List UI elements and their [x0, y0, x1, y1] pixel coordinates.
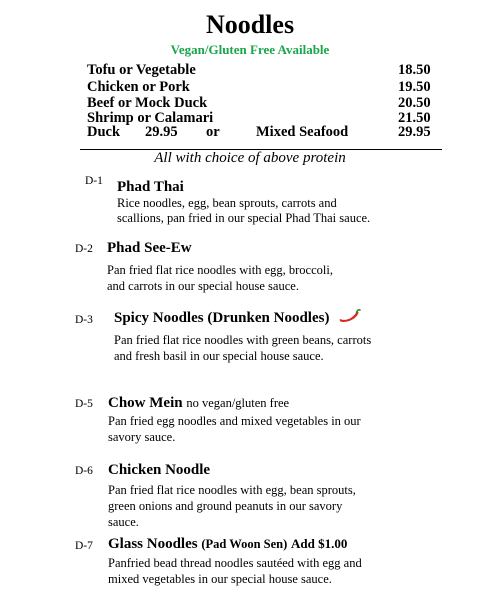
dish-name-text: Chow Mein — [108, 395, 183, 411]
protein-price: 18.50 — [398, 62, 431, 78]
dish-code: D-1 — [85, 175, 103, 187]
dish-name-text: Glass Noodles — [108, 536, 198, 552]
dish-code: D-3 — [75, 314, 93, 326]
dish-name: Phad See-Ew — [107, 240, 192, 256]
dish-name — [108, 395, 289, 412]
dish-description: scallions, pan fried in our special Phad Thai sauce. — [117, 211, 371, 225]
protein-name: Chicken or Pork — [87, 79, 190, 95]
dish-description: Pan fried flat rice noodles with egg, bean sprouts, — [108, 483, 356, 497]
dish-description: and fresh basil in our special house sauce. — [114, 349, 324, 363]
page-title: Noodles — [205, 10, 295, 39]
dish-description: Rice noodles, egg, bean sprouts, carrots and — [117, 196, 337, 210]
dish-name: Chicken Noodle — [108, 462, 211, 478]
dish-description: Panfried bead thread noodles sautéed with egg and — [108, 556, 362, 570]
protein-name: Beef or Mock Duck — [87, 95, 208, 111]
dish-name — [114, 308, 361, 329]
vegan-gluten-free-note: Vegan/Gluten Free Available — [170, 42, 330, 57]
protein-price: 20.50 — [398, 95, 431, 111]
dish-description: green onions and ground peanuts in our savory — [108, 499, 343, 513]
dish-code: D-7 — [75, 540, 93, 552]
dish-restriction-note: no vegan/gluten free — [186, 396, 290, 410]
dish-description: Pan fried egg noodles and mixed vegetables in our — [108, 414, 361, 428]
dish-add-price: Add $1.00 — [291, 536, 348, 551]
chili-pepper-icon — [337, 308, 361, 329]
or-label: or — [206, 124, 220, 140]
dish-name: Phad Thai — [117, 179, 184, 195]
mixed-seafood-label: Mixed Seafood — [256, 124, 349, 140]
protein-name: Shrimp or Calamari — [87, 110, 214, 126]
dish-name-text: Spicy Noodles (Drunken Noodles) — [114, 309, 330, 326]
protein-price: 19.50 — [398, 79, 431, 95]
dish-code: D-2 — [75, 243, 93, 255]
duck-price: 29.95 — [145, 124, 178, 140]
duck-label: Duck — [87, 124, 121, 140]
dish-description: sauce. — [108, 515, 139, 529]
dish-description: and carrots in our special house sauce. — [107, 279, 299, 293]
dish-name-subtitle: (Pad Woon Sen) — [201, 537, 288, 551]
dish-description: savory sauce. — [108, 430, 176, 444]
dish-description: Pan fried flat rice noodles with green beans, carrots — [114, 333, 372, 347]
protein-price: 21.50 — [398, 110, 431, 126]
mixed-seafood-price: 29.95 — [398, 124, 431, 140]
dish-description: Pan fried flat rice noodles with egg, broccoli, — [107, 263, 333, 277]
dish-code: D-6 — [75, 465, 93, 477]
protein-name: Tofu or Vegetable — [87, 62, 196, 78]
protein-choice-note: All with choice of above protein — [154, 150, 346, 166]
dish-description: mixed vegetables in our special house sauce. — [108, 572, 332, 586]
dish-name — [108, 536, 347, 553]
dish-code: D-5 — [75, 398, 93, 410]
